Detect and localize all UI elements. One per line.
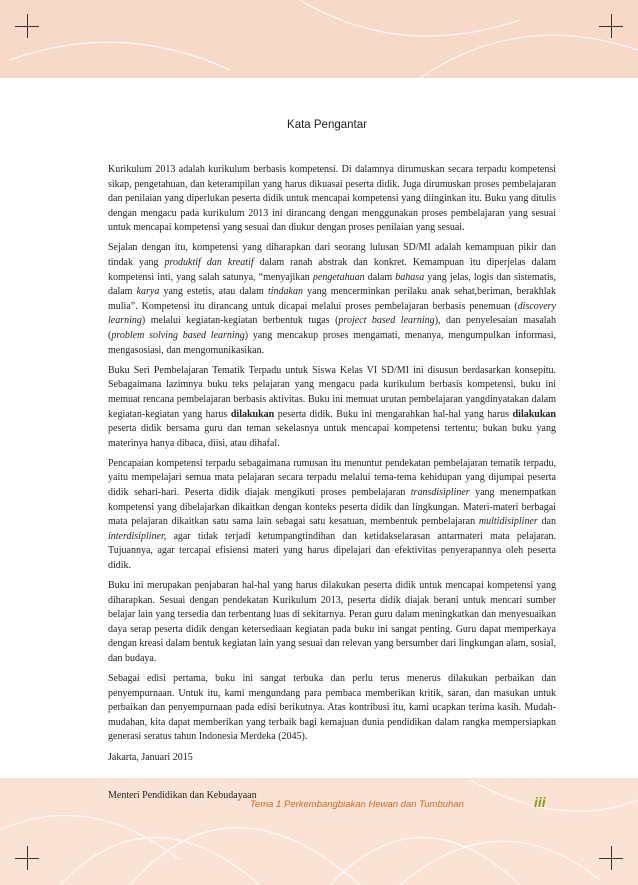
text-run: Buku Seri Pembelajaran Tematik Terpadu untuk Siswa Kelas VI SD/MI ini disusun berdasarkan konsepitu. Sebagaimana lazimnya buku teks pelajaran yang mengacu pada kurikulum berbasis kompetensi, buku ini memuat rencana pembelajaran berbasis aktivitas. Buku ini memuat urutan pembelajaran yangdinyatakan dalam kegiatan-kegiatan yang harus: [108, 364, 556, 420]
text-run: peserta didik bersama guru dan teman sekelasnya untuk mencapai kompetensi tertentu; bukan buku yang materinya hanya dibaca, diisi, atau dihafal.: [108, 423, 556, 449]
crop-mark: [27, 846, 28, 870]
emphasis-text: produktif dan kreatif: [164, 257, 254, 269]
text-run: ) melalui kegiatan-kegiatan berbentuk tugas (: [141, 315, 339, 327]
emphasis-text: pengetahuan: [312, 271, 365, 283]
text-run: yang mencerminkan perilaku anak sehat,beriman, berakhlak mulia”. Kompetensi itu dirancang untuk dicapai melalui proses pembelajaran berbasis penemuan (: [108, 286, 556, 312]
emphasis-text: project based learning: [338, 315, 435, 327]
emphasis-text: interdisipliner,: [108, 530, 167, 542]
paragraph: [108, 364, 556, 452]
emphasis-text: tindakan: [268, 286, 303, 298]
emphasis-text: bahasa: [395, 271, 425, 283]
crop-mark: [611, 846, 612, 870]
text-run: dan: [537, 516, 556, 528]
paragraph: [108, 241, 556, 358]
emphasis-text: problem solving based learning: [111, 330, 245, 342]
paragraph: Sebagai edisi pertama, buku ini sangat terbuka dan perlu terus menerus dilakukan perbaikan dan penyempurnaan. Untuk itu, kami mengundang para pembaca memberikan kritik, saran, dan masukan untuk perbaikan dan penyempurnaan pada edisi berikutnya. Atas kontribusi itu, kami ucapkan terima kasih. Mudah-mudahan, kita dapat memberikan yang terbaik bagi kemajuan dunia pendidikan dalam rangka mempersiapkan generasi seratus tahun Indonesia Merdeka (2045).: [108, 673, 556, 743]
bold-text: dilakukan: [230, 408, 275, 420]
crop-mark: [611, 14, 612, 38]
signer: Menteri Pendidikan dan Kebudayaan: [108, 790, 257, 802]
text-run: Pencapaian kompetensi terpadu sebagaimana rumusan itu menuntut pendekatan pembelajaran tematik terpadu, yaitu mempelajari semua mata pelajaran secara terpadu melalui tema-tema kehidupan yang dijumpai peserta didik sehari-hari. Peserta didik diajak mengikuti proses pembelajaran: [108, 457, 556, 498]
text-run: peserta didik. Buku ini mengarahkan hal-hal yang harus: [274, 408, 513, 420]
bold-text: dilakukan: [512, 408, 556, 420]
body-text: [108, 163, 556, 809]
text-run: ), dan penyelesaian masalah (: [108, 315, 556, 342]
crop-mark: [27, 14, 28, 38]
text-run: agar tidak terjadi ketumpangtindihan dan ketidakselarasan antarmateri mata pelajaran. Tujuannya, agar tercapai efisiensi materi yang harus dipelajari dan efektivitas penyerapannya oleh peserta didik.: [108, 530, 556, 571]
emphasis-text: karya: [136, 286, 160, 298]
text-run: yang jelas, logis dan sistematis, dalam: [108, 271, 557, 298]
text-run: dalam ranah abstrak dan konkret. Kemampuan itu diperjelas dalam kompetensi inti, yang salah satunya, “menyajikan: [108, 257, 557, 283]
page-number: iii: [534, 794, 546, 810]
paragraph: Buku ini merupakan penjabaran hal-hal yang harus dilakukan peserta didik untuk mencapai kompetensi yang diharapkan. Sesuai dengan pendekatan Kurikulum 2013, peserta didik diajak berani untuk mencari sumber belajar lain yang tersedia dan terbentang luas di sekitarnya. Peran guru dalam meningkatkan dan menyesuaikan daya serap peserta didik dengan ketersediaan kegiatan pada buku ini sangat penting. Guru dapat memperkaya dengan kreasi dalam bentuk kegiatan lain yang sesuai dan relevan yang bersumber dari lingkungan alam, sosial, dan budaya.: [108, 580, 556, 664]
footer-theme-title: Tema 1 Perkembangbiakan Hewan dan Tumbuhan: [250, 799, 464, 810]
text-run: Sejalan dengan itu, kompetensi yang diharapkan dari seorang lulusan SD/MI adalah kemampuan pikir dan tindak yang: [108, 242, 556, 269]
emphasis-text: transdisipliner: [410, 486, 470, 498]
emphasis-text: discovery learning: [108, 300, 556, 327]
text-run: yang estetis, atau dalam: [159, 286, 268, 298]
paragraph: [108, 457, 556, 574]
paragraph: Kurikulum 2013 adalah kurikulum berbasis kompetensi. Di dalamnya dirumuskan secara terpadu kompetensi sikap, pengetahuan, dan keterampilan yang harus dikuasai peserta didik. Juga dirumuskan proses pembelajaran dan penilaian yang diperlukan peserta didik untuk mencapai kompetensi yang diinginkan itu. Buku yang ditulis dengan mengacu pada kurikulum 2013 ini dirancang dengan menggunakan proses pembelajaran yang sesuai untuk mencapai kompetensi yang sesuai dan diukur dengan proses penilaian yang sesuai.: [108, 164, 556, 234]
page-title: Kata Pengantar: [287, 119, 367, 131]
text-run: yang menempatkan kompetensi yang dibelajarkan dikaitkan dengan konteks peserta didik dan lingkungan. Materi-materi berbagai mata pelajaran dikaitkan satu sama lain sebagai satu kesatuan, membentuk pembelajaran: [108, 486, 556, 528]
emphasis-text: multidisipliner: [478, 516, 538, 528]
text-run: ) yang mencakup proses mengamati, menanya, mengumpulkan informasi, mengasosiasi, dan mengomunikasikan.: [108, 330, 557, 356]
text-run: dalam: [364, 271, 396, 283]
place-date: Jakarta, Januari 2015: [108, 751, 193, 763]
